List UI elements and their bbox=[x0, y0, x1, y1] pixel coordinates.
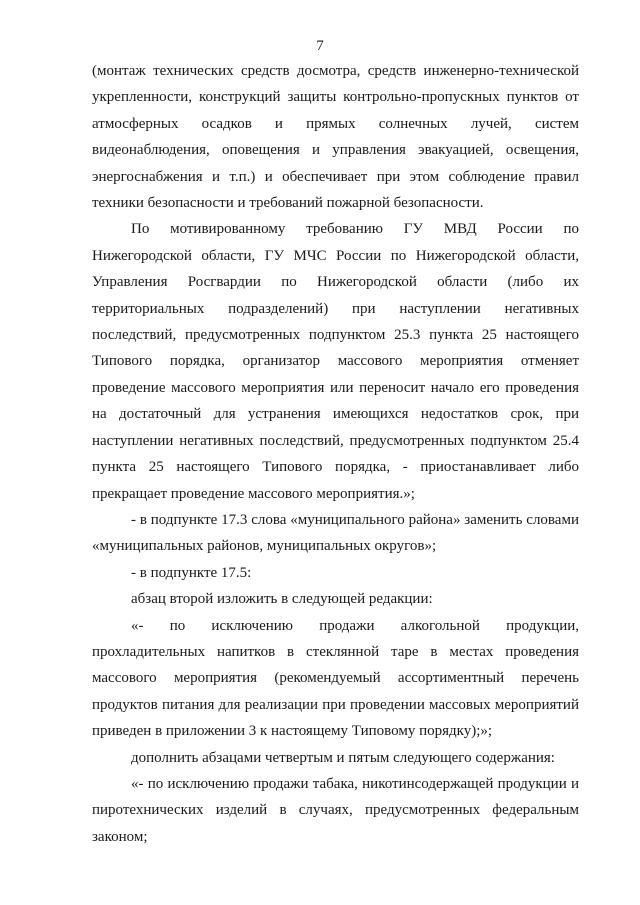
paragraph-8: «- по исключению продажи табака, никотинсодержащей продукции и пиротехнических изделий в случаях, предусмотренных федеральным законом; bbox=[92, 775, 579, 845]
paragraph-2: По мотивированному требованию ГУ МВД России по Нижегородской области, ГУ МЧС России по Нижегородской области, Управления Росгвардии по Нижегородской области (либо их территориальных подразделений) при наступлении негативных последствий, предусмотренных подпунктом 25.3 пункта 25 настоящего Типового порядка, организатор массового мероприятия отменяет проведение массового мероприятия или переносит начало его проведения на достаточный для устранения имеющихся недостатков срок, при наступлении негативных последствий, предусмотренных подпунктом 25.4 пункта 25 настоящего Типового порядка, - приостанавливает либо прекращает проведение массового мероприятия.»; bbox=[92, 221, 579, 502]
paragraph-7: дополнить абзацами четвертым и пятым следующего содержания: bbox=[131, 749, 555, 766]
paragraph-6: «- по исключению продажи алкогольной продукции, прохладительных напитков в стеклянной таре в местах проведения массового мероприятия (рекомендуемый ассортиментный перечень продуктов питания для реализации при проведении массовых мероприятий приведен в приложении 3 к настоящему Типовому порядку);»; bbox=[92, 617, 579, 740]
paragraph-1: (монтаж технических средств досмотра, средств инженерно-технической укрепленности, конструкций защиты контрольно-пропускных пунктов от атмосферных осадков и прямых солнечных лучей, систем видеонаблюдения, оповещения и управления эвакуацией, освещения, энергоснабжения и т.п.) и обеспечивает при этом соблюдение правил техники безопасности и требований пожарной безопасности. bbox=[92, 63, 579, 212]
page-number: 7 bbox=[316, 38, 324, 54]
document-body bbox=[92, 58, 579, 850]
paragraph-4: - в подпункте 17.5: bbox=[131, 564, 252, 581]
paragraph-5: абзац второй изложить в следующей редакции: bbox=[131, 591, 433, 608]
paragraph-3: - в подпункте 17.3 слова «муниципального района» заменить словами «муниципальных районов, муниципальных округов»; bbox=[92, 511, 579, 555]
